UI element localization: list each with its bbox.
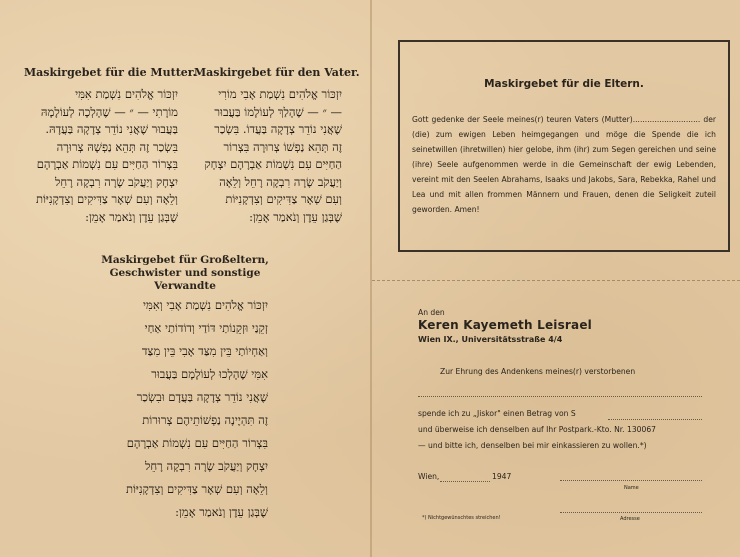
prayer-line: מוֹרָתִי — ״ — שֶׁהָלְכָה לְעוֹלָמָהּ: [40, 104, 178, 119]
memory-label: Zur Ehrung des Andenkens meines(r) verstorbenen: [440, 367, 636, 376]
prayer-line: שֶׁבְּגַן עֵדֶן וְנֹאמַר אָמֵן:: [249, 209, 342, 224]
prayer-line: אִמִּי שֶׁהָלְכוּ לְעוֹלָמָם בַּעֲבוּר: [151, 367, 268, 381]
prayer-line: בִּצְרוֹר הַחַיִּים עִם נִשְׁמוֹת אַבְרָהָם: [36, 157, 178, 171]
prayer-line: בַּעֲבוּר שֶׁאֲנִי נוֹדֵר צְדָקָה בַּעֲדָהּ.: [45, 122, 178, 136]
name-label: Name: [624, 485, 639, 491]
donation-amount-text: spende ich zu „Jiskor" einen Betrag von S: [418, 409, 576, 418]
vertical-fold: [370, 0, 372, 557]
address-field[interactable]: [560, 512, 702, 513]
prayer-line: יִזְכּוֹר אֱלֹהִים נִשְׁמַת אָבִי מוֹרִי: [218, 87, 342, 101]
prayer-line: יִזְכּוֹר אֱלֹהִים נִשְׁמַת אִמִּי: [75, 87, 178, 101]
prayer-line: שֶׁבְּגַן עֵדֶן וְנֹאמַר אָמֵן:: [85, 209, 178, 224]
organization-name: Keren Kayemeth Leisrael: [418, 318, 593, 332]
name-field[interactable]: [560, 480, 702, 481]
father-prayer-title: Maskirgebet für den Vater.: [194, 66, 360, 79]
recipient-label: An den: [418, 308, 445, 317]
prayer-line: שֶׁאֲנִי נוֹדֵר צְדָקָה בַּעֲדָם וּבִשְׂכַר: [136, 390, 268, 404]
mother-prayer-text: [20, 86, 178, 226]
prayer-line: וְלֵאָה וְעִם שְׁאָר צַדִּיקִים וְצִדְקָנִיּוֹת: [35, 192, 178, 206]
prayer-line: וְאַחְיוֹתַי בֵּין מִצַּד אָבִי בֵּין מִצַּד: [141, 344, 268, 358]
city-label: Wien,: [418, 472, 440, 481]
prayer-line: זֶה תְּהֵא נַפְשׁוֹ צְרוּרָה בִּצְרוֹר: [223, 139, 342, 154]
prayer-line: יִצְחָק וְיַעֲקֹב שָׂרָה רִבְקָה רָחֵל: [55, 174, 178, 189]
prayer-line: וְיַעֲקֹב שָׂרָה רִבְקָה רָחֵל וְלֵאָה: [219, 174, 342, 189]
prayer-line: וְעִם שְׁאָר צַדִּיקִים וְצִדְקָנִיּוֹת: [225, 192, 342, 206]
prayer-line: וְלֵאָה וְעִם שְׁאָר צַדִּיקִים וְצִדְקָנִיּוֹת: [125, 482, 268, 496]
prayer-line: זְקֵנַי וּזְקֵנוֹתַי דּוֹדַי וְדוֹדוֹתַי אַחַי: [144, 321, 268, 335]
organization-address: Wien IX., Universitätsstraße 4/4: [418, 335, 563, 344]
mother-prayer-title: Maskirgebet für die Mutter.: [24, 66, 197, 79]
prayer-line: — ״ — שֶׁהָלַךְ לְעוֹלָמוֹ בַּעֲבוּר: [214, 104, 342, 119]
parents-prayer-title: Maskirgebet für die Eltern.: [484, 78, 644, 90]
perforation-line: [372, 280, 740, 281]
address-label: Adresse: [620, 516, 640, 522]
date-field[interactable]: [440, 481, 490, 482]
grandparents-prayer-text: [100, 294, 268, 524]
prayer-line: שֶׁבְּגַן עֵדֶן וְנֹאמַר אָמֵן:: [175, 505, 268, 519]
prayer-line: יִצְחָק וְיַעֲקֹב שָׂרָה רִבְקָה רָחֵל: [145, 459, 268, 473]
grandparents-prayer-title: Maskirgebet für Großeltern, Geschwister und sonstige Verwandte: [101, 254, 269, 292]
prayer-line: זֶה תִּהְיֶינָה נַפְשׁוֹתֵיהֶם צְרוּרוֹת: [142, 413, 268, 427]
deceased-name-field[interactable]: [418, 396, 702, 397]
parents-prayer-text: Gott gedenke der Seele meines(r) teuren Vaters (Mutter)............................ der (die) zum ewigen Leben heimgegangen und möge die Spende die ich seinetwillen (ihretwillen) hier gelobe, ihm (ihr) zum Segen gereichen und seine (ihre) Seele aufgenommen werde in die Gemeinschaft der ewig Lebenden, vereint mit den Seelen Abrahams, Isaaks und Jakobs, Sara, Rebekka, Rahel und Lea und mit allen frommen Männern und Frauen, denen die Seligkeit zuteil geworden. Amen!: [412, 115, 716, 214]
transfer-text: und überweise ich denselben auf Ihr Postpark.-Kto. Nr. 130067: [418, 425, 656, 434]
footnote: *) Nichtgewünschtes streichen!: [422, 515, 501, 521]
prayer-line: יִזְכּוֹר אֱלֹהִים נִשְׁמַת אָבִי וְאִמִּי: [143, 298, 268, 312]
father-prayer-text: [190, 86, 342, 226]
year-label: 1947: [492, 472, 512, 481]
prayer-line: בִּצְרוֹר הַחַיִּים עִם נִשְׁמוֹת אַבְרָהָם: [126, 436, 268, 450]
prayer-line: שֶׁאֲנִי נוֹדֵר צְדָקָה בַּעֲדוֹ. בִּשְׂכַר: [214, 122, 342, 136]
prayer-line: הַחַיִּים עִם נִשְׁמוֹת אַבְרָהָם יִצְחָק: [204, 157, 342, 171]
collection-text: — und bitte ich, denselben bei mir einkassieren zu wollen.*): [418, 441, 647, 450]
prayer-line: בִּשְׂכַר זֶה תְּהֵא נַפְשָׁהּ צְרוּרָה: [56, 139, 178, 154]
amount-field[interactable]: [608, 419, 702, 420]
parents-prayer-box: [398, 40, 730, 252]
